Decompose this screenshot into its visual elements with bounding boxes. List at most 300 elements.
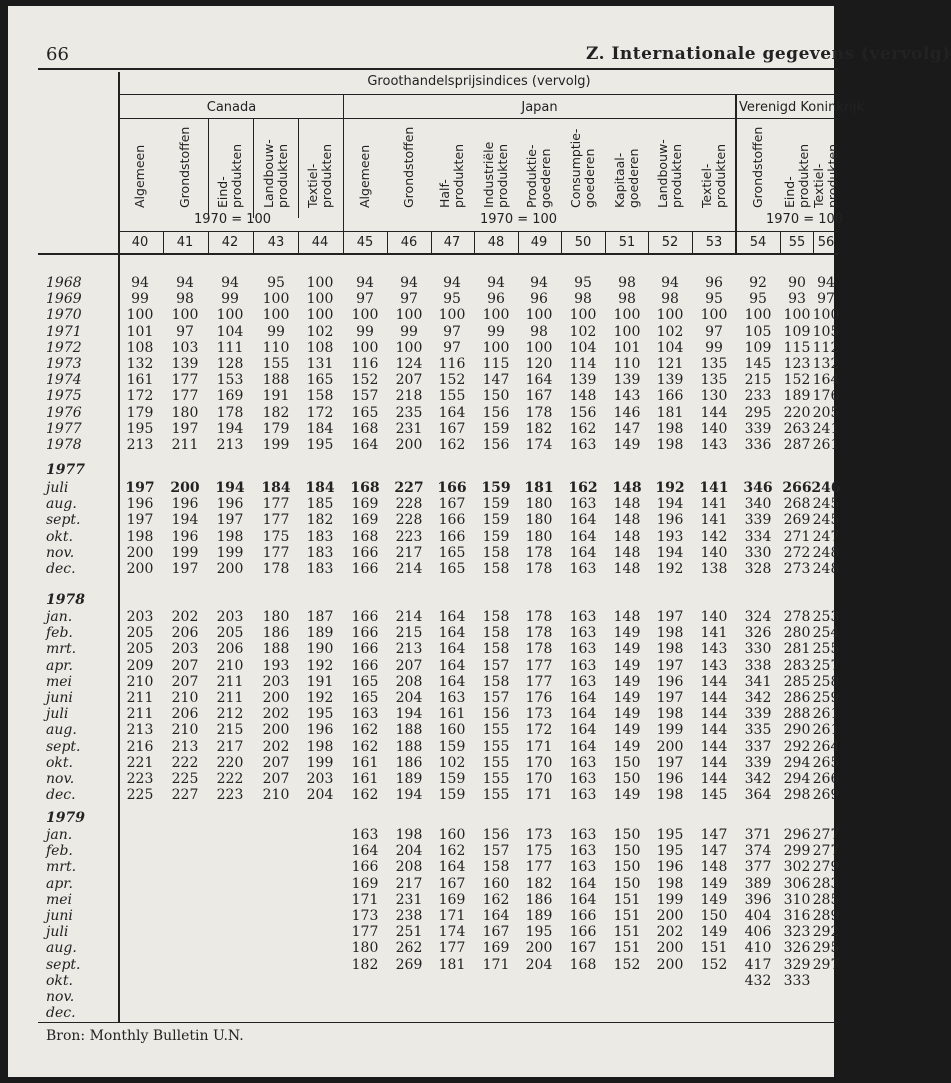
column-number: 53 (705, 235, 723, 250)
table-cell: 192 (655, 480, 685, 496)
table-cell: 100 (783, 307, 811, 324)
table-cell: 205 (126, 641, 154, 658)
table-cell: 189 (783, 388, 811, 405)
table-cell: 186 (262, 625, 290, 642)
row-label: dec. (46, 561, 76, 577)
table-cell: 181 (438, 956, 466, 973)
table-cell: 263 (783, 420, 811, 437)
table-cell: 202 (656, 924, 684, 941)
table-cell: 95 (443, 291, 461, 308)
table-cell: 176 (812, 388, 840, 405)
table-cell: 432 (744, 972, 772, 989)
table-cell: 167 (482, 924, 510, 941)
table-cell: 203 (171, 641, 199, 658)
table-cell: 164 (569, 528, 597, 545)
table-cell: 152 (700, 956, 728, 973)
table-cell: 169 (438, 891, 466, 908)
table-cell: 164 (812, 372, 840, 389)
table-cell: 159 (482, 420, 510, 437)
table-cell: 193 (656, 528, 684, 545)
table-cell: 145 (700, 787, 728, 804)
table-cell: 152 (438, 372, 466, 389)
table-cell: 144 (700, 673, 728, 690)
table-cell: 175 (525, 843, 553, 860)
table-cell: 166 (351, 657, 379, 674)
table-cell: 149 (613, 657, 641, 674)
table-cell: 149 (613, 722, 641, 739)
table-cell: 97 (817, 291, 835, 308)
table-cell: 200 (216, 561, 244, 577)
table-cell: 339 (744, 706, 772, 723)
column-header: Grondstoffen (401, 126, 416, 208)
table-cell: 152 (783, 372, 811, 389)
table-cell: 295 (812, 940, 840, 957)
table-cell: 123 (783, 356, 811, 372)
table-cell: 238 (395, 908, 423, 924)
row-label: 1970 (46, 307, 82, 324)
row-label: 1969 (46, 291, 82, 308)
row-label: mrt. (46, 859, 77, 876)
table-cell: 166 (656, 388, 684, 405)
table-cell: 225 (171, 771, 199, 787)
table-cell: 377 (744, 859, 772, 876)
table-cell: 298 (783, 787, 811, 804)
table-cell: 185 (306, 496, 334, 513)
table-cell: 94 (817, 275, 835, 291)
table-cell: 159 (438, 771, 466, 787)
row-label: juni (46, 908, 73, 924)
table-cell: 164 (438, 859, 466, 876)
table-cell: 162 (568, 480, 598, 496)
table-cell: 162 (351, 787, 379, 804)
table-cell: 100 (656, 307, 684, 324)
table-cell: 99 (705, 339, 723, 356)
table-cell: 94 (487, 275, 505, 291)
table-cell: 231 (395, 420, 423, 437)
table-cell: 177 (171, 388, 199, 405)
table-cell: 180 (525, 496, 553, 513)
table-cell: 182 (262, 404, 290, 421)
super-title-rule (118, 94, 838, 95)
table-cell: 157 (351, 388, 379, 405)
table-cell: 150 (482, 388, 510, 405)
table-cell: 104 (569, 339, 597, 356)
table-cell: 204 (395, 843, 423, 860)
table-cell: 166 (351, 859, 379, 876)
table-cell: 213 (126, 722, 154, 739)
table-cell: 196 (656, 673, 684, 690)
table-cell: 140 (700, 544, 728, 561)
table-cell: 178 (525, 641, 553, 658)
column-number: 56 (817, 235, 835, 250)
table-cell: 100 (613, 323, 641, 340)
table-cell: 100 (351, 339, 379, 356)
table-cell: 215 (395, 625, 423, 642)
table-cell: 94 (221, 275, 239, 291)
table-cell: 199 (656, 891, 684, 908)
table-cell: 189 (395, 771, 423, 787)
table-cell: 102 (438, 754, 466, 771)
column-number: 43 (267, 235, 285, 250)
colnum-sep (253, 232, 254, 253)
table-cell: 268 (783, 496, 811, 513)
table-cell: 223 (216, 787, 244, 804)
table-cell: 164 (569, 875, 597, 892)
table-cell: 164 (438, 673, 466, 690)
table-cell: 192 (306, 657, 334, 674)
row-label: mei (46, 891, 73, 908)
table-cell: 281 (783, 641, 811, 658)
table-cell: 182 (351, 956, 379, 973)
colnum-sep (208, 232, 209, 253)
table-cell: 163 (569, 787, 597, 804)
table-cell: 159 (482, 512, 510, 529)
column-header: Half- produkten (437, 143, 466, 208)
table-cell: 156 (482, 827, 510, 843)
table-cell: 110 (262, 339, 290, 356)
table-cell: 192 (656, 561, 684, 577)
column-header: Textiel- produkten (811, 143, 840, 208)
table-cell: 156 (569, 404, 597, 421)
column-header: Industriële produkten (481, 141, 510, 208)
table-cell: 177 (525, 859, 553, 876)
table-cell: 183 (306, 544, 334, 561)
table-cell: 189 (306, 625, 334, 642)
table-cell: 150 (613, 754, 641, 771)
table-cell: 316 (783, 908, 811, 924)
row-label: nov. (46, 989, 75, 1005)
table-cell: 144 (700, 706, 728, 723)
table-cell: 181 (524, 480, 554, 496)
table-cell: 199 (262, 437, 290, 453)
table-cell: 200 (525, 940, 553, 957)
table-cell: 163 (569, 754, 597, 771)
table-cell: 158 (482, 673, 510, 690)
table-cell: 149 (613, 738, 641, 755)
table-cell: 160 (438, 827, 466, 843)
group-canada: Canada (206, 100, 257, 115)
table-cell: 204 (306, 787, 334, 804)
table-cell: 99 (267, 323, 285, 340)
table-cell: 155 (482, 754, 510, 771)
base-label-uk: 1970 = 100 (766, 212, 844, 227)
table-cell: 158 (482, 641, 510, 658)
table-cell: 192 (306, 690, 334, 706)
table-cell: 228 (395, 512, 423, 529)
table-cell: 168 (351, 420, 379, 437)
table-cell: 98 (618, 291, 636, 308)
table-cell: 195 (306, 437, 334, 453)
table-cell: 94 (661, 275, 679, 291)
table-cell: 333 (783, 972, 811, 989)
table-cell: 165 (351, 404, 379, 421)
table-cell: 148 (612, 480, 642, 496)
table-cell: 266 (812, 771, 840, 787)
table-cell: 162 (482, 891, 510, 908)
row-label: mrt. (46, 641, 77, 658)
table-cell: 197 (656, 690, 684, 706)
table-cell: 102 (306, 323, 334, 340)
table-cell: 200 (262, 722, 290, 739)
table-cell: 152 (351, 372, 379, 389)
table-cell: 217 (216, 738, 244, 755)
table-cell: 199 (656, 722, 684, 739)
table-cell: 207 (171, 673, 199, 690)
table-cell: 131 (306, 356, 334, 372)
column-number: 47 (443, 235, 461, 250)
table-cell: 161 (351, 754, 379, 771)
table-cell: 115 (783, 339, 811, 356)
column-number: 44 (311, 235, 329, 250)
table-cell: 100 (744, 307, 772, 324)
table-cell: 99 (400, 323, 418, 340)
table-cell: 198 (656, 625, 684, 642)
table-cell: 100 (306, 307, 334, 324)
table-cell: 194 (395, 706, 423, 723)
row-label: aug. (46, 722, 77, 739)
table-cell: 181 (656, 404, 684, 421)
table-cell: 151 (613, 940, 641, 957)
table-cell: 162 (569, 420, 597, 437)
table-cell: 211 (126, 706, 154, 723)
row-label: apr. (46, 875, 73, 892)
table-cell: 96 (487, 291, 505, 308)
table-cell: 166 (351, 561, 379, 577)
table-cell: 330 (744, 641, 772, 658)
table-cell: 177 (351, 924, 379, 941)
table-cell: 198 (656, 420, 684, 437)
table-cell: 217 (395, 875, 423, 892)
table-cell: 135 (700, 372, 728, 389)
table-cell: 149 (613, 625, 641, 642)
table-cell: 164 (438, 609, 466, 625)
table-cell: 171 (525, 738, 553, 755)
table-cell: 135 (700, 356, 728, 372)
row-label: 1971 (46, 323, 82, 340)
table-cell: 149 (700, 875, 728, 892)
table-cell: 163 (569, 657, 597, 674)
table-cell: 197 (656, 609, 684, 625)
table-cell: 148 (613, 512, 641, 529)
column-number: 50 (574, 235, 592, 250)
row-label: nov. (46, 771, 75, 787)
top-rule (38, 68, 838, 70)
table-cell: 180 (351, 940, 379, 957)
table-cell: 294 (783, 771, 811, 787)
table-cell: 164 (569, 738, 597, 755)
table-cell: 150 (613, 843, 641, 860)
table-cell: 205 (216, 625, 244, 642)
table-cell: 169 (482, 940, 510, 957)
table-cell: 178 (262, 561, 290, 577)
table-cell: 406 (744, 924, 772, 941)
table-cell: 213 (216, 437, 244, 453)
row-label: feb. (46, 625, 73, 642)
table-cell: 221 (126, 754, 154, 771)
table-cell: 180 (525, 528, 553, 545)
table-cell: 170 (525, 754, 553, 771)
table-cell: 266 (782, 480, 812, 496)
table-cell: 164 (351, 437, 379, 453)
table-cell: 155 (482, 787, 510, 804)
table-cell: 166 (351, 625, 379, 642)
table-cell: 163 (569, 609, 597, 625)
table-cell: 265 (812, 754, 840, 771)
table-cell: 194 (656, 544, 684, 561)
table-cell: 100 (482, 307, 510, 324)
table-cell: 207 (171, 657, 199, 674)
table-cell: 169 (216, 388, 244, 405)
table-cell: 184 (305, 480, 335, 496)
row-label: feb. (46, 843, 73, 860)
table-cell: 251 (395, 924, 423, 941)
table-cell: 97 (705, 323, 723, 340)
row-label: 1972 (46, 339, 82, 356)
table-cell: 163 (351, 706, 379, 723)
table-cell: 296 (783, 827, 811, 843)
table-cell: 100 (395, 307, 423, 324)
table-cell: 97 (443, 339, 461, 356)
table-cell: 211 (216, 673, 244, 690)
colnum-sep (605, 232, 606, 253)
table-cell: 149 (613, 641, 641, 658)
table-cell: 165 (351, 690, 379, 706)
group-japan: Japan (521, 100, 558, 115)
table-cell: 101 (126, 323, 154, 340)
table-cell: 186 (525, 891, 553, 908)
table-cell: 150 (613, 859, 641, 876)
table-cell: 164 (569, 891, 597, 908)
table-cell: 215 (744, 372, 772, 389)
table-cell: 255 (812, 641, 840, 658)
column-header: Eind- produkten (215, 143, 244, 208)
column-header: Algemeen (132, 144, 147, 208)
table-cell: 166 (351, 609, 379, 625)
table-cell: 178 (525, 609, 553, 625)
table-cell: 198 (306, 738, 334, 755)
row-label: okt. (46, 972, 73, 989)
table-cell: 100 (700, 307, 728, 324)
table-cell: 262 (395, 940, 423, 957)
base-label-japan: 1970 = 100 (480, 212, 558, 227)
table-cell: 166 (437, 480, 467, 496)
table-cell: 404 (744, 908, 772, 924)
table-cell: 105 (812, 323, 840, 340)
table-cell: 172 (306, 404, 334, 421)
column-header: Landbouw- produkten (261, 139, 290, 208)
table-cell: 100 (812, 307, 840, 324)
table-cell: 188 (395, 722, 423, 739)
base-label-canada: 1970 = 100 (194, 212, 272, 227)
table-cell: 218 (395, 388, 423, 405)
colhead-sep (253, 118, 254, 218)
table-cell: 161 (438, 706, 466, 723)
table-cell: 146 (613, 404, 641, 421)
table-cell: 148 (613, 561, 641, 577)
table-cell: 204 (395, 690, 423, 706)
table-cell: 141 (700, 625, 728, 642)
table-cell: 326 (744, 625, 772, 642)
column-number: 49 (530, 235, 548, 250)
table-cell: 214 (395, 561, 423, 577)
column-number: 54 (749, 235, 767, 250)
table-cell: 94 (400, 275, 418, 291)
table-cell: 195 (306, 706, 334, 723)
table-cell: 231 (395, 891, 423, 908)
table-cell: 163 (569, 843, 597, 860)
table-cell: 144 (700, 738, 728, 755)
table-cell: 339 (744, 420, 772, 437)
table-cell: 158 (482, 544, 510, 561)
table-cell: 158 (482, 859, 510, 876)
row-label: mei (46, 673, 73, 690)
table-cell: 100 (395, 339, 423, 356)
table-cell: 189 (525, 908, 553, 924)
table-cell: 166 (569, 908, 597, 924)
table-cell: 200 (395, 437, 423, 453)
table-cell: 206 (216, 641, 244, 658)
table-cell: 105 (744, 323, 772, 340)
table-cell: 261 (812, 437, 840, 453)
table-cell: 121 (656, 356, 684, 372)
table-cell: 178 (525, 625, 553, 642)
table-cell: 180 (262, 609, 290, 625)
table-cell: 184 (261, 480, 291, 496)
table-cell: 162 (351, 738, 379, 755)
table-cell: 174 (438, 924, 466, 941)
table-cell: 203 (262, 673, 290, 690)
row-label: jan. (46, 827, 73, 843)
table-cell: 124 (395, 356, 423, 372)
table-cell: 173 (525, 706, 553, 723)
table-cell: 337 (744, 738, 772, 755)
table-cell: 194 (656, 496, 684, 513)
table-cell: 326 (783, 940, 811, 957)
table-cell: 150 (700, 908, 728, 924)
table-cell: 99 (221, 291, 239, 308)
table-cell: 145 (744, 356, 772, 372)
table-cell: 233 (744, 388, 772, 405)
table-cell: 100 (216, 307, 244, 324)
table-cell: 155 (262, 356, 290, 372)
table-cell: 193 (262, 657, 290, 674)
table-cell: 197 (126, 512, 154, 529)
table-cell: 100 (569, 307, 597, 324)
page-title: Z. Internationale gegevens (vervolg) (586, 44, 951, 64)
table-cell: 100 (482, 339, 510, 356)
table-cell: 269 (395, 956, 423, 973)
table-cell: 257 (812, 657, 840, 674)
table-cell: 128 (216, 356, 244, 372)
row-label: juli (46, 480, 69, 496)
colhead-sep (298, 118, 299, 218)
table-cell: 310 (783, 891, 811, 908)
table-cell: 101 (613, 339, 641, 356)
table-cell: 178 (525, 561, 553, 577)
table-cell: 211 (216, 690, 244, 706)
table-cell: 285 (812, 891, 840, 908)
table-cell: 160 (438, 722, 466, 739)
table-cell: 198 (656, 641, 684, 658)
table-cell: 211 (171, 437, 199, 453)
table-cell: 168 (569, 956, 597, 973)
table-cell: 104 (216, 323, 244, 340)
table-cell: 329 (783, 956, 811, 973)
table-cell: 97 (443, 323, 461, 340)
table-cell: 148 (700, 859, 728, 876)
table-cell: 259 (812, 690, 840, 706)
column-header: Eind- produkten (782, 143, 811, 208)
